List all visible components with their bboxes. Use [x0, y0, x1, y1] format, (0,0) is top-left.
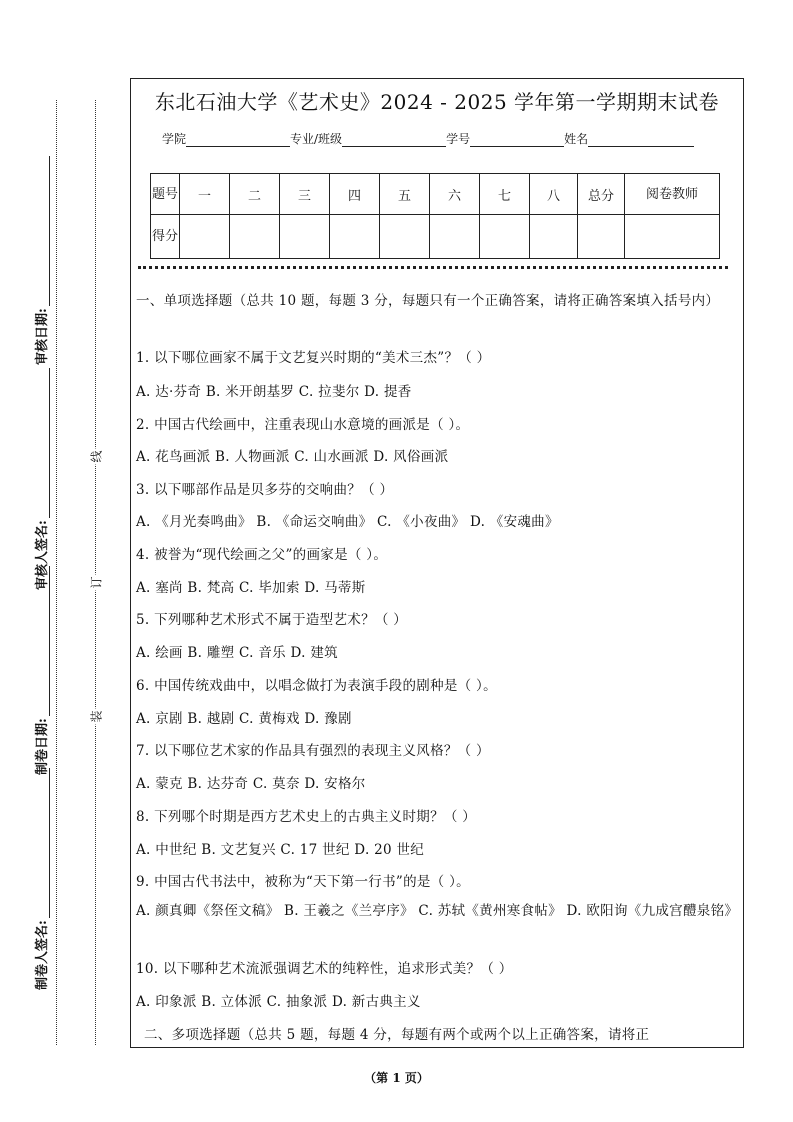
reviewer-signature-field	[31, 368, 50, 590]
name-label: 姓名	[564, 132, 589, 146]
options-2: A. 花鸟画派 B. 人物画派 C. 山水画派 D. 风俗画派	[136, 449, 449, 465]
options-1: A. 达·芬奇 B. 米开朗基罗 C. 拉斐尔 D. 提香	[136, 384, 412, 400]
score-input-cell[interactable]	[280, 215, 330, 259]
question-8: 8. 下列哪个时期是西方艺术史上的古典主义时期？（ ）	[136, 809, 477, 825]
options-3: A. 《月光奏鸣曲》 B. 《命运交响曲》 C. 《小夜曲》 D. 《安魂曲》	[136, 514, 559, 530]
preparer-signature-blank[interactable]	[35, 768, 50, 918]
college-blank[interactable]	[186, 132, 290, 147]
question-3: 3. 以下哪部作品是贝多芬的交响曲？（ ）	[136, 482, 394, 498]
score-header-cell: 六	[430, 174, 480, 215]
score-header-cell: 五	[380, 174, 430, 215]
major-class-blank[interactable]	[342, 132, 446, 147]
score-header-cell: 三	[280, 174, 330, 215]
question-5: 5. 下列哪种艺术形式不属于造型艺术？（ ）	[136, 612, 408, 628]
options-6: A. 京剧 B. 越剧 C. 黄梅戏 D. 豫剧	[136, 711, 352, 727]
score-input-cell[interactable]	[530, 215, 578, 259]
score-header-cell: 阅卷教师	[625, 174, 720, 215]
major-class-label: 专业/班级	[290, 132, 343, 146]
reviewer-signature-blank[interactable]	[35, 368, 50, 518]
score-input-cell[interactable]	[578, 215, 625, 259]
options-5: A. 绘画 B. 雕塑 C. 音乐 D. 建筑	[136, 645, 338, 661]
score-input-cell[interactable]	[230, 215, 280, 259]
section2-heading: 二、多项选择题（总共 5 题，每题 4 分，每题有两个或两个以上正确答案，请将正	[144, 1027, 650, 1043]
score-header-cell: 八	[530, 174, 578, 215]
score-input-cell[interactable]	[430, 215, 480, 259]
preparer-signature-field	[31, 768, 50, 990]
question-6: 6. 中国传统戏曲中，以唱念做打为表演手段的剧种是（ ）。	[136, 678, 497, 694]
binding-char-xian: 线	[89, 450, 104, 463]
binding-char-zhuang: 装	[89, 710, 104, 723]
score-table	[150, 173, 720, 259]
reviewer-signature-label: 审核人签名:	[35, 520, 50, 590]
score-header-cell: 四	[330, 174, 380, 215]
binding-dotted-line-outer	[56, 100, 57, 1045]
binding-char-ding: 订	[89, 576, 104, 589]
score-input-cell[interactable]	[330, 215, 380, 259]
preparer-signature-label: 制卷人签名:	[35, 920, 50, 990]
score-row-label: 得分	[151, 215, 180, 259]
score-input-cell[interactable]	[480, 215, 530, 259]
prepare-date-label: 制卷日期:	[35, 718, 50, 775]
prepare-date-field	[31, 566, 50, 775]
review-date-blank[interactable]	[35, 156, 50, 306]
score-header-cell: 二	[230, 174, 280, 215]
score-header-cell: 七	[480, 174, 530, 215]
score-input-cell[interactable]	[380, 215, 430, 259]
student-info-row	[162, 130, 722, 147]
options-10: A. 印象派 B. 立体派 C. 抽象派 D. 新古典主义	[136, 994, 421, 1010]
options-8: A. 中世纪 B. 文艺复兴 C. 17 世纪 D. 20 世纪	[136, 842, 425, 858]
question-1: 1. 以下哪位画家不属于文艺复兴时期的“美术三杰”？（ ）	[136, 350, 491, 366]
score-header-cell: 总分	[578, 174, 625, 215]
options-7: A. 蒙克 B. 达芬奇 C. 莫奈 D. 安格尔	[136, 776, 366, 792]
section-divider	[138, 266, 728, 269]
name-blank[interactable]	[588, 132, 694, 147]
score-header-cell: 题号	[151, 174, 180, 215]
score-input-cell[interactable]	[180, 215, 230, 259]
student-id-label: 学号	[446, 132, 471, 146]
question-7: 7. 以下哪位艺术家的作品具有强烈的表现主义风格？（ ）	[136, 743, 490, 759]
options-9: A. 颜真卿《祭侄文稿》 B. 王羲之《兰亭序》 C. 苏轼《黄州寒食帖》 D. 欧阳询《九成宫醴泉铭》	[136, 903, 739, 919]
question-10: 10. 以下哪种艺术流派强调艺术的纯粹性，追求形式美？（ ）	[136, 961, 513, 977]
exam-title: 东北石油大学《艺术史》2024 - 2025 学年第一学期期末试卷	[154, 90, 720, 114]
question-9: 9. 中国古代书法中，被称为“天下第一行书”的是（ ）。	[136, 874, 470, 890]
question-4: 4. 被誉为“现代绘画之父”的画家是（ ）。	[136, 547, 388, 563]
score-header-cell: 一	[180, 174, 230, 215]
score-input-cell[interactable]	[625, 215, 720, 259]
college-label: 学院	[162, 132, 187, 146]
student-id-blank[interactable]	[470, 132, 564, 147]
question-2: 2. 中国古代绘画中，注重表现山水意境的画派是（ ）。	[136, 417, 470, 433]
section1-heading: 一、单项选择题（总共 10 题，每题 3 分，每题只有一个正确答案，请将正确答案填入括号内）	[136, 293, 720, 309]
review-date-field	[31, 156, 50, 365]
review-date-label: 审核日期:	[35, 308, 50, 365]
prepare-date-blank[interactable]	[35, 566, 50, 716]
binding-dotted-line-inner	[95, 100, 96, 1045]
options-4: A. 塞尚 B. 梵高 C. 毕加索 D. 马蒂斯	[136, 580, 366, 596]
page-number: （第 1 页）	[364, 1071, 429, 1085]
